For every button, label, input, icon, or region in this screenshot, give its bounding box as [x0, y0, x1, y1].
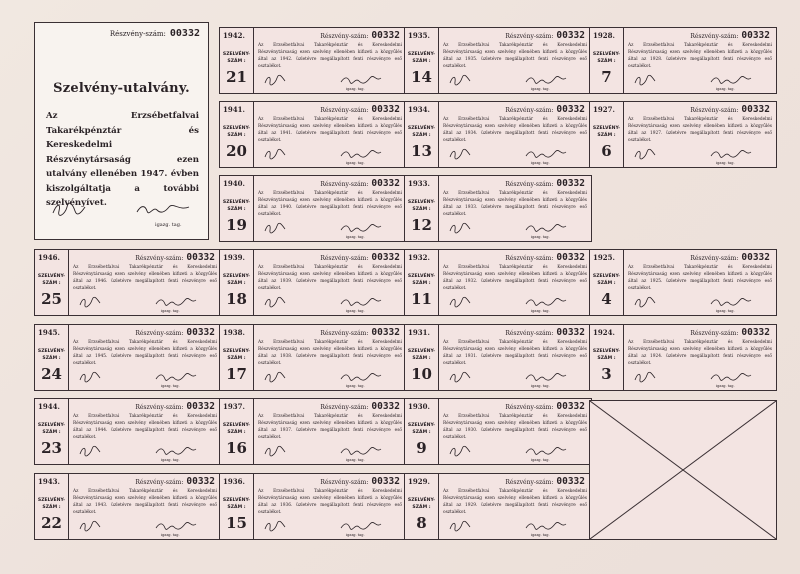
signature-icon	[340, 222, 382, 234]
share-number: Részvény-szám: 00332	[505, 178, 585, 189]
coupon-10: 1931. SZELVÉNY- SZÁM : 10 Részvény-szám: 00332 Az Erzsébetfalvai Takarékpénztár és Kereskedelmi Részvénytársaság ezen szelvény ellenében kifizeti a közgyűlés által az 1931. üzletévre megállapított fenti részvényre eső osztalékot. igazg. tag.	[404, 324, 592, 391]
signature-icon	[449, 148, 471, 160]
coupon-number: 25	[41, 290, 62, 308]
coupon-17: 1938. SZELVÉNY- SZÁM : 17 Részvény-szám: 00332 Az Erzsébetfalvai Takarékpénztár és Kereskedelmi Részvénytársaság ezen szelvény ellenében kifizeti a közgyűlés által az 1938. üzletévre megállapított fenti részvényre eső osztalékot. igazg. tag.	[219, 324, 407, 391]
coupon-year: 1930.	[408, 402, 430, 411]
coupon-number: 20	[226, 142, 247, 160]
coupon-year: 1931.	[408, 328, 430, 337]
coupon-text: Az Erzsébetfalvai Takarékpénztár és Kereskedelmi Részvénytársaság ezen szelvény ellenében kifizeti a közgyűlés által az 1932. üzletévre megállapított fenti részvényre eső osztalékot.	[443, 265, 587, 291]
signature-icon	[634, 296, 656, 308]
signature-icon	[264, 148, 286, 160]
coupon-number: 22	[41, 514, 62, 532]
talon-title: Szelvény-utalvány.	[53, 81, 190, 96]
signature-icon	[710, 148, 752, 160]
signature-icon	[525, 520, 567, 532]
signature-icon	[634, 148, 656, 160]
talon-share-number: Részvény-szám: 00332	[109, 28, 200, 39]
share-number: Részvény-szám: 00332	[690, 30, 770, 41]
coupon-text: Az Erzsébetfalvai Takarékpénztár és Kereskedelmi Részvénytársaság ezen szelvény ellenében kifizeti a közgyűlés által az 1933. üzletévre megállapított fenti részvényre eső osztalékot.	[443, 191, 587, 217]
share-number: Részvény-szám: 00332	[320, 401, 400, 412]
signature-icon	[79, 371, 101, 383]
coupon-text: Az Erzsébetfalvai Takarékpénztár és Kereskedelmi Részvénytársaság ezen szelvény ellenében kifizeti a közgyűlés által az 1940. üzletévre megállapított fenti részvényre eső osztalékot.	[258, 191, 402, 217]
coupon-number: 17	[226, 365, 247, 383]
coupon-number: 16	[226, 439, 247, 457]
coupon-number: 19	[226, 216, 247, 234]
coupon-text: Az Erzsébetfalvai Takarékpénztár és Kereskedelmi Részvénytársaság ezen szelvény ellenében kifizeti a közgyűlés által az 1942. üzletévre megállapított fenti részvényre eső osztalékot.	[258, 43, 402, 69]
coupon-text: Az Erzsébetfalvai Takarékpénztár és Kereskedelmi Részvénytársaság ezen szelvény ellenében kifizeti a közgyűlés által az 1935. üzletévre megállapított fenti részvényre eső osztalékot.	[443, 43, 587, 69]
coupon-text: Az Erzsébetfalvai Takarékpénztár és Kereskedelmi Részvénytársaság ezen szelvény ellenében kifizeti a közgyűlés által az 1931. üzletévre megállapított fenti részvényre eső osztalékot.	[443, 340, 587, 366]
signature-icon	[340, 371, 382, 383]
share-number: Részvény-szám: 00332	[505, 104, 585, 115]
share-number: Részvény-szám: 00332	[320, 327, 400, 338]
signature-icon	[340, 445, 382, 457]
coupon-text: Az Erzsébetfalvai Takarékpénztár és Kereskedelmi Részvénytársaság ezen szelvény ellenében kifizeti a közgyűlés által az 1946. üzletévre megállapított fenti részvényre eső osztalékot.	[73, 265, 217, 291]
share-number: Részvény-szám: 00332	[320, 30, 400, 41]
coupon-number: 8	[416, 514, 427, 532]
coupon-16: 1937. SZELVÉNY- SZÁM : 16 Részvény-szám: 00332 Az Erzsébetfalvai Takarékpénztár és Kereskedelmi Részvénytársaság ezen szelvény ellenében kifizeti a közgyűlés által az 1937. üzletévre megállapított fenti részvényre eső osztalékot. igazg. tag.	[219, 398, 407, 465]
coupon-number: 9	[416, 439, 427, 457]
coupon-7: 1928. SZELVÉNY- SZÁM : 7 Részvény-szám: 00332 Az Erzsébetfalvai Takarékpénztár és Kereskedelmi Részvénytársaság ezen szelvény ellenében kifizeti a közgyűlés által az 1928. üzletévre megállapított fenti részvényre eső osztalékot. igazg. tag.	[589, 27, 777, 94]
coupon-number: 21	[226, 68, 247, 86]
cancelled-coupon-box	[589, 400, 777, 540]
coupon-24: 1945. SZELVÉNY- SZÁM : 24 Részvény-szám: 00332 Az Erzsébetfalvai Takarékpénztár és Kereskedelmi Részvénytársaság ezen szelvény ellenében kifizeti a közgyűlés által az 1945. üzletévre megállapított fenti részvényre eső osztalékot. igazg. tag.	[34, 324, 222, 391]
coupon-21: 1942. SZELVÉNY- SZÁM : 21 Részvény-szám: 00332 Az Erzsébetfalvai Takarékpénztár és Kereskedelmi Részvénytársaság ezen szelvény ellenében kifizeti a közgyűlés által az 1942. üzletévre megállapított fenti részvényre eső osztalékot. igazg. tag.	[219, 27, 407, 94]
signature-icon	[340, 74, 382, 86]
coupon-year: 1936.	[223, 477, 245, 486]
signature-icon	[710, 371, 752, 383]
coupon-9: 1930. SZELVÉNY- SZÁM : 9 Részvény-szám: 00332 Az Erzsébetfalvai Takarékpénztár és Kereskedelmi Részvénytársaság ezen szelvény ellenében kifizeti a közgyűlés által az 1930. üzletévre megállapított fenti részvényre eső osztalékot. igazg. tag.	[404, 398, 592, 465]
signature-icon	[79, 520, 101, 532]
signature-icon	[340, 148, 382, 160]
coupon-4: 1925. SZELVÉNY- SZÁM : 4 Részvény-szám: 00332 Az Erzsébetfalvai Takarékpénztár és Kereskedelmi Részvénytársaság ezen szelvény ellenében kifizeti a közgyűlés által az 1925. üzletévre megállapított fenti részvényre eső osztalékot. igazg. tag.	[589, 249, 777, 316]
coupon-text: Az Erzsébetfalvai Takarékpénztár és Kereskedelmi Részvénytársaság ezen szelvény ellenében kifizeti a közgyűlés által az 1930. üzletévre megállapított fenti részvényre eső osztalékot.	[443, 414, 587, 440]
coupon-year: 1932.	[408, 253, 430, 262]
signature-icon	[449, 520, 471, 532]
signature-icon	[155, 520, 197, 532]
coupon-13: 1934. SZELVÉNY- SZÁM : 13 Részvény-szám: 00332 Az Erzsébetfalvai Takarékpénztár és Kereskedelmi Részvénytársaság ezen szelvény ellenében kifizeti a közgyűlés által az 1934. üzletévre megállapított fenti részvényre eső osztalékot. igazg. tag.	[404, 101, 592, 168]
signature-icon	[634, 74, 656, 86]
signature-icon	[155, 445, 197, 457]
share-number: Részvény-szám: 00332	[320, 252, 400, 263]
signature-icon	[525, 222, 567, 234]
talon-text: Az Erzsébetfalvai Takarékpénztár és Kereskedelmi Részvénytársaság ezen utalvány ellenében 1947. évben kiszolgáltatja a további szelvényívet.	[46, 111, 199, 208]
coupon-text: Az Erzsébetfalvai Takarékpénztár és Kereskedelmi Részvénytársaság ezen szelvény ellenében kifizeti a közgyűlés által az 1925. üzletévre megállapított fenti részvényre eső osztalékot.	[628, 265, 772, 291]
coupon-25: 1946. SZELVÉNY- SZÁM : 25 Részvény-szám: 00332 Az Erzsébetfalvai Takarékpénztár és Kereskedelmi Részvénytársaság ezen szelvény ellenében kifizeti a közgyűlés által az 1946. üzletévre megállapított fenti részvényre eső osztalékot. igazg. tag.	[34, 249, 222, 316]
coupon-year: 1940.	[223, 179, 245, 188]
signature-icon	[264, 445, 286, 457]
coupon-number: 13	[411, 142, 432, 160]
coupon-3: 1924. SZELVÉNY- SZÁM : 3 Részvény-szám: 00332 Az Erzsébetfalvai Takarékpénztár és Kereskedelmi Részvénytársaság ezen szelvény ellenében kifizeti a közgyűlés által az 1924. üzletévre megállapított fenti részvényre eső osztalékot. igazg. tag.	[589, 324, 777, 391]
signature-icon	[449, 296, 471, 308]
coupon-18: 1939. SZELVÉNY- SZÁM : 18 Részvény-szám: 00332 Az Erzsébetfalvai Takarékpénztár és Kereskedelmi Részvénytársaság ezen szelvény ellenében kifizeti a közgyűlés által az 1939. üzletévre megállapított fenti részvényre eső osztalékot. igazg. tag.	[219, 249, 407, 316]
share-number: Részvény-szám: 00332	[505, 30, 585, 41]
signature-icon	[79, 296, 101, 308]
coupon-year: 1929.	[408, 477, 430, 486]
coupon-number: 7	[601, 68, 612, 86]
coupon-year: 1946.	[38, 253, 60, 262]
coupon-text: Az Erzsébetfalvai Takarékpénztár és Kereskedelmi Részvénytársaság ezen szelvény ellenében kifizeti a közgyűlés által az 1924. üzletévre megállapított fenti részvényre eső osztalékot.	[628, 340, 772, 366]
signature-icon	[264, 371, 286, 383]
signature-icon	[525, 296, 567, 308]
share-number: Részvény-szám: 00332	[690, 327, 770, 338]
share-number: Részvény-szám: 00332	[320, 178, 400, 189]
signature-icon	[135, 202, 191, 216]
director-label: igazg. tag.	[155, 222, 182, 228]
signature-icon	[634, 371, 656, 383]
signature-icon	[340, 520, 382, 532]
share-number: Részvény-szám: 00332	[690, 104, 770, 115]
coupon-year: 1939.	[223, 253, 245, 262]
coupon-text: Az Erzsébetfalvai Takarékpénztár és Kereskedelmi Részvénytársaság ezen szelvény ellenében kifizeti a közgyűlés által az 1936. üzletévre megállapított fenti részvényre eső osztalékot.	[258, 489, 402, 515]
cross-icon	[590, 401, 776, 539]
signature-icon	[525, 148, 567, 160]
coupon-14: 1935. SZELVÉNY- SZÁM : 14 Részvény-szám: 00332 Az Erzsébetfalvai Takarékpénztár és Kereskedelmi Részvénytársaság ezen szelvény ellenében kifizeti a közgyűlés által az 1935. üzletévre megállapított fenti részvényre eső osztalékot. igazg. tag.	[404, 27, 592, 94]
signature-icon	[155, 296, 197, 308]
signature-icon	[264, 520, 286, 532]
coupon-12: 1933. SZELVÉNY- SZÁM : 12 Részvény-szám: 00332 Az Erzsébetfalvai Takarékpénztár és Kereskedelmi Részvénytársaság ezen szelvény ellenében kifizeti a közgyűlés által az 1933. üzletévre megállapított fenti részvényre eső osztalékot. igazg. tag.	[404, 175, 592, 242]
coupon-number: 12	[411, 216, 432, 234]
signature-icon	[79, 445, 101, 457]
coupon-year: 1942.	[223, 31, 245, 40]
coupon-text: Az Erzsébetfalvai Takarékpénztár és Kereskedelmi Részvénytársaság ezen szelvény ellenében kifizeti a közgyűlés által az 1937. üzletévre megállapított fenti részvényre eső osztalékot.	[258, 414, 402, 440]
coupon-22: 1943. SZELVÉNY- SZÁM : 22 Részvény-szám: 00332 Az Erzsébetfalvai Takarékpénztár és Kereskedelmi Részvénytársaság ezen szelvény ellenében kifizeti a közgyűlés által az 1943. üzletévre megállapított fenti részvényre eső osztalékot. igazg. tag.	[34, 473, 222, 540]
coupon-text: Az Erzsébetfalvai Takarékpénztár és Kereskedelmi Részvénytársaság ezen szelvény ellenében kifizeti a közgyűlés által az 1927. üzletévre megállapított fenti részvényre eső osztalékot.	[628, 117, 772, 143]
signature-icon	[710, 74, 752, 86]
signature-icon	[340, 296, 382, 308]
coupon-6: 1927. SZELVÉNY- SZÁM : 6 Részvény-szám: 00332 Az Erzsébetfalvai Takarékpénztár és Kereskedelmi Részvénytársaság ezen szelvény ellenében kifizeti a közgyűlés által az 1927. üzletévre megállapított fenti részvényre eső osztalékot. igazg. tag.	[589, 101, 777, 168]
coupon-number: 11	[411, 290, 432, 308]
coupon-number: 4	[601, 290, 612, 308]
coupon-year: 1935.	[408, 31, 430, 40]
coupon-year: 1927.	[593, 105, 615, 114]
coupon-number: 24	[41, 365, 62, 383]
share-number: Részvény-szám: 00332	[135, 401, 215, 412]
signature-icon	[525, 445, 567, 457]
coupon-year: 1944.	[38, 402, 60, 411]
coupon-year: 1945.	[38, 328, 60, 337]
coupon-text: Az Erzsébetfalvai Takarékpénztár és Kereskedelmi Részvénytársaság ezen szelvény ellenében kifizeti a közgyűlés által az 1945. üzletévre megállapított fenti részvényre eső osztalékot.	[73, 340, 217, 366]
coupon-text: Az Erzsébetfalvai Takarékpénztár és Kereskedelmi Részvénytársaság ezen szelvény ellenében kifizeti a közgyűlés által az 1929. üzletévre megállapított fenti részvényre eső osztalékot.	[443, 489, 587, 515]
signature-icon	[449, 74, 471, 86]
coupon-15: 1936. SZELVÉNY- SZÁM : 15 Részvény-szám: 00332 Az Erzsébetfalvai Takarékpénztár és Kereskedelmi Részvénytársaság ezen szelvény ellenében kifizeti a közgyűlés által az 1936. üzletévre megállapított fenti részvényre eső osztalékot. igazg. tag.	[219, 473, 407, 540]
coupon-number: 18	[226, 290, 247, 308]
signature-icon	[449, 222, 471, 234]
coupon-year: 1937.	[223, 402, 245, 411]
coupon-19: 1940. SZELVÉNY- SZÁM : 19 Részvény-szám: 00332 Az Erzsébetfalvai Takarékpénztár és Kereskedelmi Részvénytársaság ezen szelvény ellenében kifizeti a közgyűlés által az 1940. üzletévre megállapított fenti részvényre eső osztalékot. igazg. tag.	[219, 175, 407, 242]
coupon-text: Az Erzsébetfalvai Takarékpénztár és Kereskedelmi Részvénytársaság ezen szelvény ellenében kifizeti a közgyűlés által az 1938. üzletévre megállapított fenti részvényre eső osztalékot.	[258, 340, 402, 366]
coupon-year: 1938.	[223, 328, 245, 337]
share-number: Részvény-szám: 00332	[135, 476, 215, 487]
talon-voucher	[34, 22, 209, 240]
share-number: Részvény-szám: 00332	[320, 476, 400, 487]
coupon-text: Az Erzsébetfalvai Takarékpénztár és Kereskedelmi Részvénytársaság ezen szelvény ellenében kifizeti a közgyűlés által az 1944. üzletévre megállapított fenti részvényre eső osztalékot.	[73, 414, 217, 440]
coupon-year: 1928.	[593, 31, 615, 40]
share-number: Részvény-szám: 00332	[505, 401, 585, 412]
coupon-number: 14	[411, 68, 432, 86]
coupon-text: Az Erzsébetfalvai Takarékpénztár és Kereskedelmi Részvénytársaság ezen szelvény ellenében kifizeti a közgyűlés által az 1928. üzletévre megállapított fenti részvényre eső osztalékot.	[628, 43, 772, 69]
signature-icon	[155, 371, 197, 383]
signature-icon	[264, 222, 286, 234]
coupon-20: 1941. SZELVÉNY- SZÁM : 20 Részvény-szám: 00332 Az Erzsébetfalvai Takarékpénztár és Kereskedelmi Részvénytársaság ezen szelvény ellenében kifizeti a közgyűlés által az 1941. üzletévre megállapított fenti részvényre eső osztalékot. igazg. tag.	[219, 101, 407, 168]
signature-icon	[525, 74, 567, 86]
share-number: Részvény-szám: 00332	[135, 252, 215, 263]
coupon-text: Az Erzsébetfalvai Takarékpénztár és Kereskedelmi Részvénytársaság ezen szelvény ellenében kifizeti a közgyűlés által az 1939. üzletévre megállapított fenti részvényre eső osztalékot.	[258, 265, 402, 291]
coupon-number: 6	[601, 142, 612, 160]
coupon-text: Az Erzsébetfalvai Takarékpénztár és Kereskedelmi Részvénytársaság ezen szelvény ellenében kifizeti a közgyűlés által az 1934. üzletévre megállapított fenti részvényre eső osztalékot.	[443, 117, 587, 143]
coupon-year: 1941.	[223, 105, 245, 114]
signature-icon	[264, 296, 286, 308]
coupon-text: Az Erzsébetfalvai Takarékpénztár és Kereskedelmi Részvénytársaság ezen szelvény ellenében kifizeti a közgyűlés által az 1943. üzletévre megállapított fenti részvényre eső osztalékot.	[73, 489, 217, 515]
coupon-number: 15	[226, 514, 247, 532]
signature-icon	[710, 296, 752, 308]
signature-icon	[525, 371, 567, 383]
coupon-11: 1932. SZELVÉNY- SZÁM : 11 Részvény-szám: 00332 Az Erzsébetfalvai Takarékpénztár és Kereskedelmi Részvénytársaság ezen szelvény ellenében kifizeti a közgyűlés által az 1932. üzletévre megállapított fenti részvényre eső osztalékot. igazg. tag.	[404, 249, 592, 316]
share-number: Részvény-szám: 00332	[505, 327, 585, 338]
coupon-number: 10	[411, 365, 432, 383]
signature-icon	[264, 74, 286, 86]
coupon-number: 23	[41, 439, 62, 457]
signature-icon	[449, 445, 471, 457]
share-number: Részvény-szám: 00332	[505, 476, 585, 487]
signature-icon	[51, 201, 87, 217]
coupon-year: 1934.	[408, 105, 430, 114]
coupon-8: 1929. SZELVÉNY- SZÁM : 8 Részvény-szám: 00332 Az Erzsébetfalvai Takarékpénztár és Kereskedelmi Részvénytársaság ezen szelvény ellenében kifizeti a közgyűlés által az 1929. üzletévre megállapított fenti részvényre eső osztalékot. igazg. tag.	[404, 473, 592, 540]
coupon-year: 1925.	[593, 253, 615, 262]
coupon-text: Az Erzsébetfalvai Takarékpénztár és Kereskedelmi Részvénytársaság ezen szelvény ellenében kifizeti a közgyűlés által az 1941. üzletévre megállapított fenti részvényre eső osztalékot.	[258, 117, 402, 143]
share-number: Részvény-szám: 00332	[505, 252, 585, 263]
share-number: Részvény-szám: 00332	[320, 104, 400, 115]
signature-icon	[449, 371, 471, 383]
coupon-23: 1944. SZELVÉNY- SZÁM : 23 Részvény-szám: 00332 Az Erzsébetfalvai Takarékpénztár és Kereskedelmi Részvénytársaság ezen szelvény ellenében kifizeti a közgyűlés által az 1944. üzletévre megállapított fenti részvényre eső osztalékot. igazg. tag.	[34, 398, 222, 465]
coupon-year: 1924.	[593, 328, 615, 337]
coupon-year: 1933.	[408, 179, 430, 188]
coupon-number: 3	[601, 365, 612, 383]
share-number: Részvény-szám: 00332	[135, 327, 215, 338]
coupon-year: 1943.	[38, 477, 60, 486]
share-number: Részvény-szám: 00332	[690, 252, 770, 263]
